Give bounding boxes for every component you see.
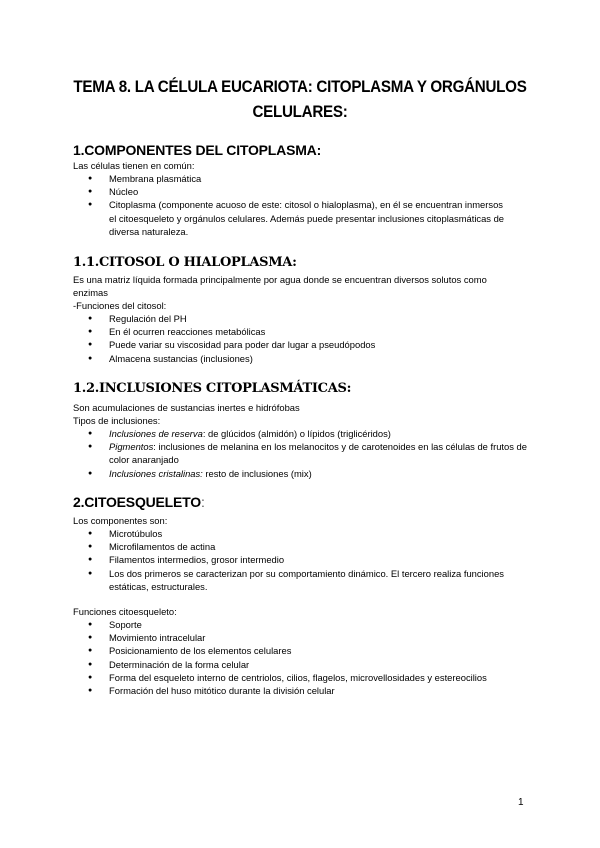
section-1-1-intro: Es una matriz líquida formada principalmente por agua donde se encuentran diversos solutos como enzimas [73, 274, 487, 299]
list-item: ● Citoplasma (componente acuoso de este: citosol o hialoplasma), en él se encuentran inmersos el citoesqueleto y orgánulos celulares. Además puede presentar inclusiones citoplasmáticas de diversa naturaleza. [73, 198, 509, 238]
list-item: ● Microfilamentos de actina [73, 540, 533, 553]
section-2-functions-intro: Funciones citoesqueleto: [73, 606, 177, 617]
document-title [61, 75, 539, 125]
section-1-1-subintro: -Funciones del citosol: [73, 300, 167, 311]
section-2-functions-list [73, 618, 533, 697]
list-item [73, 440, 529, 466]
list-item: ● Almacena sustancias (inclusiones) [73, 352, 533, 365]
item-term: Inclusiones cristalinas: [109, 467, 203, 479]
list-item: ● Formación del huso mitótico durante la división celular [73, 684, 533, 697]
list-item: ● Microtúbulos [73, 527, 533, 540]
list-item: ● Filamentos intermedios, grosor intermedio [73, 553, 533, 566]
list-item: ● Núcleo [73, 185, 533, 198]
section-1-list [73, 172, 533, 238]
section-1-2-subintro: Tipos de inclusiones: [73, 415, 161, 426]
list-item: ● Regulación del PH [73, 312, 533, 325]
section-1-2-list [73, 427, 533, 480]
list-item: ● Determinación de la forma celular [73, 658, 533, 671]
item-text: : inclusiones de melanina en los melanocitos y de carotenoides en las células de frutos de color anaranjado [109, 441, 527, 466]
list-item: ● Movimiento intracelular [73, 631, 533, 644]
item-term: Pigmentos [109, 441, 154, 453]
section-2-components-list [73, 527, 533, 593]
section-1-1-list [73, 312, 533, 365]
list-item: ● En él ocurren reacciones metabólicas [73, 325, 533, 338]
title-line-1: TEMA 8. LA CÉLULA EUCARIOTA: CITOPLASMA Y ORGÁNULOS [73, 78, 527, 96]
item-text: resto de inclusiones (mix) [202, 467, 312, 479]
section-1-2-intro: Son acumulaciones de sustancias inertes e hidrófobas [73, 402, 300, 413]
list-item: ● Membrana plasmática [73, 172, 533, 185]
page-number: 1 [518, 797, 524, 808]
item-text: : de glúcidos (almidón) o lípidos (triglicéridos) [202, 428, 391, 439]
section-2-heading [73, 493, 205, 511]
item-term: Inclusiones de reserva [109, 428, 203, 439]
list-item: ● Puede variar su viscosidad para poder dar lugar a pseudópodos [73, 338, 533, 351]
list-item: ● Soporte [73, 618, 533, 631]
list-item [73, 427, 533, 440]
title-line-2: CELULARES: [252, 103, 348, 121]
list-item: ● Forma del esqueleto interno de centriolos, cilios, flagelos, microvellosidades y estereocilios [73, 671, 533, 684]
list-item: ● Los dos primeros se caracterizan por su comportamiento dinámico. El tercero realiza funciones estáticas, estructurales. [73, 567, 539, 593]
section-1-2-heading: 1.2.INCLUSIONES CITOPLASMÁTICAS: [73, 381, 352, 396]
section-1-heading: 1.COMPONENTES DEL CITOPLASMA: [73, 142, 322, 158]
section-1-1-heading: 1.1.CITOSOL O HIALOPLASMA: [73, 255, 297, 270]
list-item [73, 467, 533, 480]
section-2-title: 2.CITOESQUELETO [73, 494, 201, 510]
section-2-colon: : [200, 494, 205, 510]
section-1-intro: Las células tienen en común: [73, 160, 195, 171]
section-2-intro: Los componentes son: [73, 515, 168, 526]
list-item: ● Posicionamiento de los elementos celulares [73, 644, 533, 657]
